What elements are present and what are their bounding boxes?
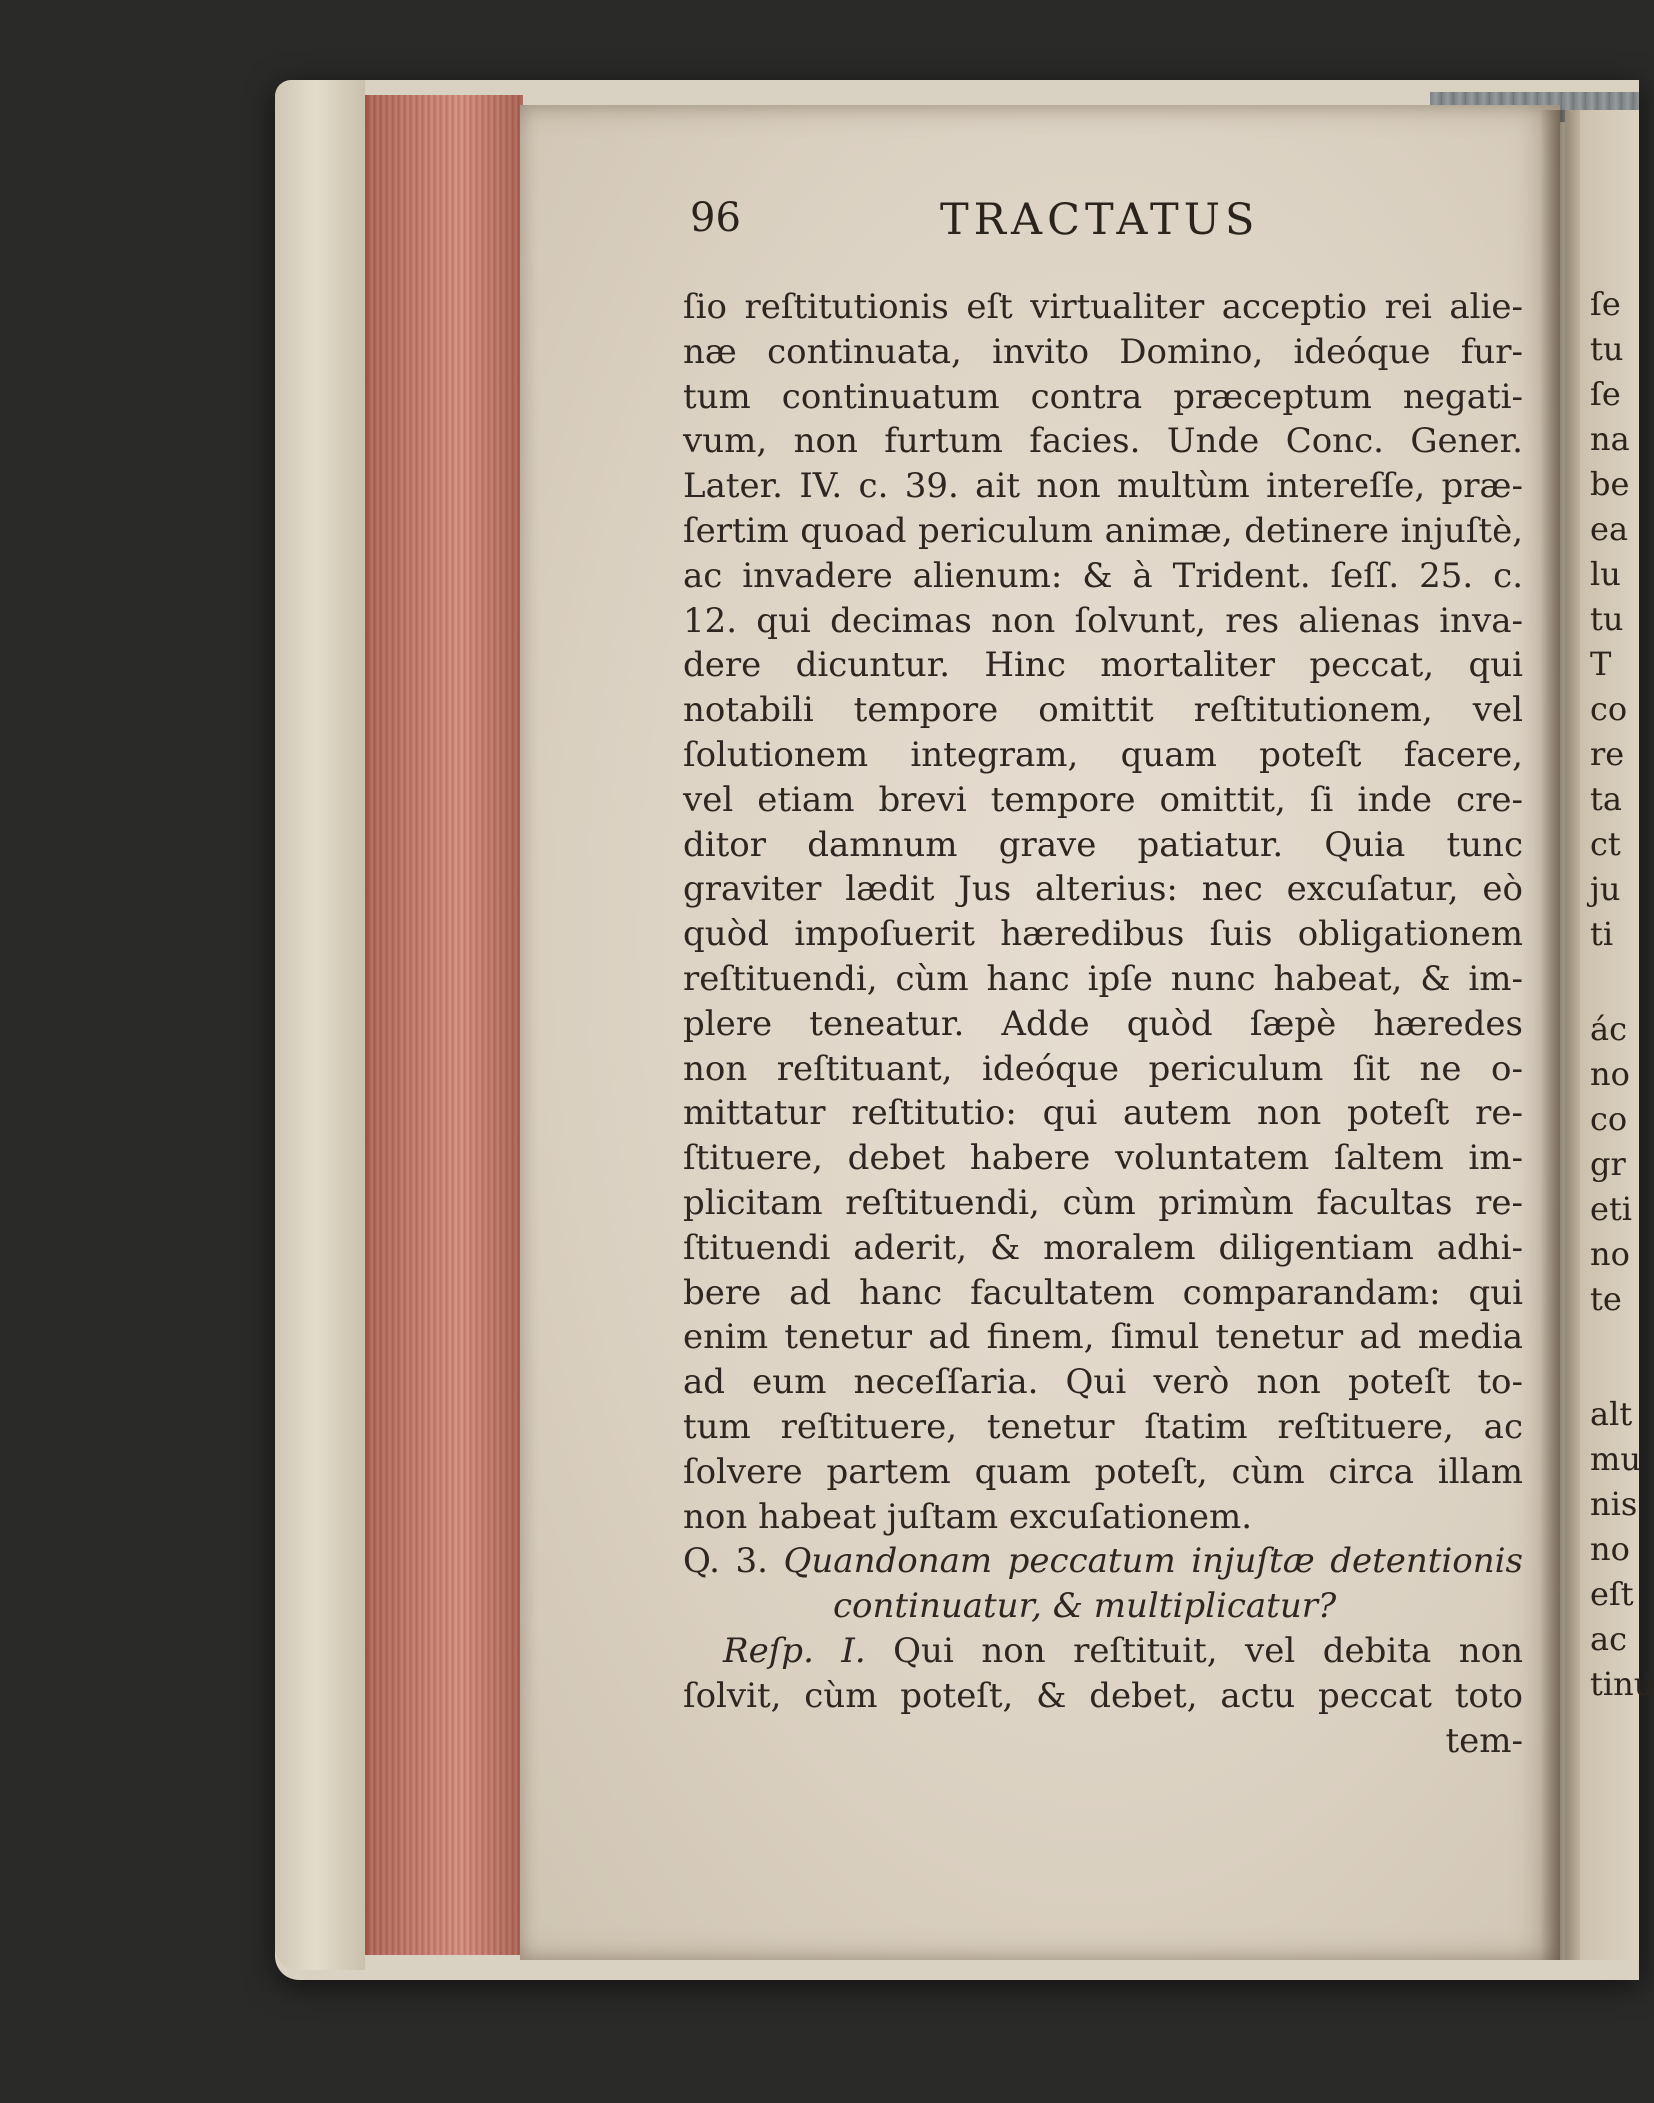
facing-page-fragment: na — [1590, 420, 1630, 458]
running-head — [690, 195, 1310, 255]
text-line: mittatur reſtitutio: qui autem non poteſt re- — [683, 1093, 1523, 1134]
text-line: notabili tempore omittit reſtitutionem, vel — [683, 690, 1523, 731]
response-label: Reſp. I. — [723, 1630, 866, 1671]
red-page-edges — [365, 95, 523, 1955]
page-gutter — [1540, 110, 1580, 1960]
text-line: quòd impoſuerit hæredibus ſuis obligationem — [683, 914, 1523, 955]
text-line: ſolvit, cùm poteſt, & debet, actu peccat toto — [683, 1675, 1523, 1716]
text-line: ſertim quoad periculum animæ, detinere injuſtè, — [683, 510, 1523, 551]
text-line: ſtituendi aderit, & moralem diligentiam adhi- — [683, 1227, 1523, 1268]
question-number: Q. 3. — [683, 1541, 768, 1582]
text-line: ad eum neceſſaria. Qui verò non poteſt to- — [683, 1362, 1523, 1403]
facing-page-fragment: ſe — [1590, 285, 1621, 323]
facing-page-fragment: ju — [1590, 870, 1621, 908]
facing-page-fragment: tinu — [1590, 1665, 1654, 1703]
text-line: enim tenetur ad finem, ſimul tenetur ad media — [683, 1317, 1523, 1358]
text-line: ſolvere partem quam poteſt, cùm circa illam — [683, 1451, 1523, 1492]
facing-page-fragment: T — [1590, 645, 1612, 683]
facing-page-fragment: alt — [1590, 1395, 1633, 1433]
running-title: TRACTATUS — [940, 195, 1260, 245]
facing-page-fragment: tu — [1590, 330, 1624, 368]
facing-page-fragment: eti — [1590, 1190, 1633, 1228]
text-line: næ continuata, invito Domino, ideóque fur- — [683, 331, 1523, 372]
body-text — [683, 285, 1523, 1763]
question-title-continued: continuatur, & multiplicatur? — [833, 1586, 1337, 1627]
text-line: ſtituere, debet habere voluntatem ſaltem im- — [683, 1138, 1523, 1179]
question-line — [683, 1539, 1523, 1584]
facing-page-fragment: ſe — [1590, 375, 1621, 413]
text-line: ac invadere alienum: & à Trident. ſeſſ. 25. c. — [683, 555, 1523, 596]
text-line: dere dicuntur. Hinc mortaliter peccat, qui — [683, 645, 1523, 686]
facing-page-fragment: tu — [1590, 600, 1624, 638]
facing-page-fragment: nis — [1590, 1485, 1638, 1523]
response-line — [683, 1629, 1523, 1674]
facing-page-fragment: co — [1590, 690, 1628, 728]
text-line: bere ad hanc facultatem comparandam: qui — [683, 1272, 1523, 1313]
text-line: non reſtituant, ideóque periculum ſit ne o- — [683, 1048, 1523, 1089]
facing-page-fragment: ti — [1590, 915, 1614, 953]
catchword: tem- — [1445, 1720, 1523, 1761]
text-line: tum continuatum contra præceptum negati- — [683, 376, 1523, 417]
facing-page-fragment: ác — [1590, 1010, 1627, 1048]
facing-page-fragment: eſt — [1590, 1575, 1634, 1613]
facing-page-fragment: ac — [1590, 1620, 1627, 1658]
facing-page-fragment: no — [1590, 1530, 1630, 1568]
text-line: vel etiam brevi tempore omittit, ſi inde cre- — [683, 779, 1523, 820]
facing-page-fragment: be — [1590, 465, 1630, 503]
text-line: ſolutionem integram, quam poteſt facere, — [683, 734, 1523, 775]
text-line: tum reſtituere, tenetur ſtatim reſtituere, ac — [683, 1406, 1523, 1447]
text-line: graviter lædit Jus alterius: nec excuſatur, eò — [683, 869, 1523, 910]
facing-page-fragment: te — [1590, 1280, 1622, 1318]
vellum-cover-edge — [275, 80, 365, 1970]
text-line: plere teneatur. Adde quòd ſæpè hæredes — [683, 1003, 1523, 1044]
page-number: 96 — [690, 195, 741, 241]
text-line: Later. IV. c. 39. ait non multùm intereſſe, præ- — [683, 466, 1523, 507]
facing-page-fragment: gr — [1590, 1145, 1626, 1183]
text-line: ſio reſtitutionis eſt virtualiter acceptio rei alie- — [683, 287, 1523, 327]
text-line: vum, non furtum facies. Unde Conc. Gener. — [683, 421, 1523, 462]
facing-page-fragment: re — [1590, 735, 1625, 773]
facing-page-fragment: co — [1590, 1100, 1628, 1138]
text-line: reſtituendi, cùm hanc ipſe nunc habeat, & im- — [683, 958, 1523, 999]
text-line: 12. qui decimas non ſolvunt, res alienas inva- — [683, 600, 1523, 641]
facing-page-fragment: ct — [1590, 825, 1621, 863]
facing-page-fragment: ea — [1590, 510, 1629, 548]
facing-page-fragment: mu — [1590, 1440, 1641, 1478]
facing-page-fragment: lu — [1590, 555, 1621, 593]
facing-page-fragment: no — [1590, 1235, 1630, 1273]
text-line: non habeat juſtam excuſationem. — [683, 1496, 1253, 1537]
facing-page-fragment: no — [1590, 1055, 1630, 1093]
facing-page-fragment: ta — [1590, 780, 1622, 818]
text-line: plicitam reſtituendi, cùm primùm facultas re- — [683, 1182, 1523, 1223]
question-title: Quandonam peccatum injuſtæ detentionis — [783, 1541, 1523, 1582]
response-text: Qui non reſtituit, vel debita non — [893, 1630, 1523, 1671]
text-line: ditor damnum grave patiatur. Quia tunc — [683, 824, 1523, 865]
